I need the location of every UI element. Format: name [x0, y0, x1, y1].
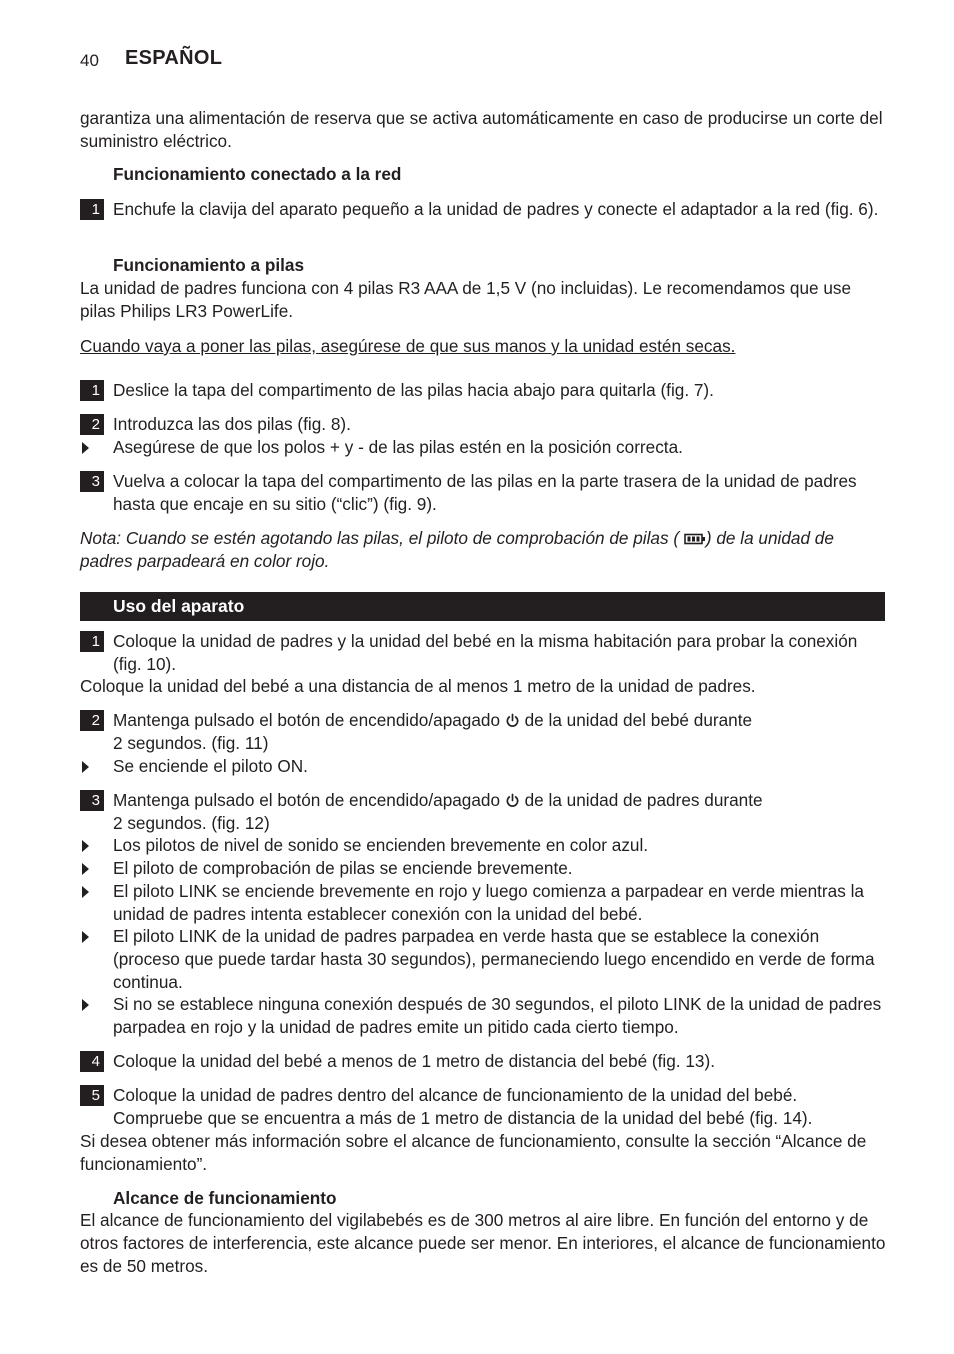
bullet-arrow-icon — [82, 761, 89, 773]
use-bullet-on — [80, 755, 886, 778]
power-icon — [505, 713, 520, 728]
use-bullet — [80, 993, 886, 1039]
bullet-text: Asegúrese de que los polos + y - de las pilas estén en la posición correcta. — [113, 437, 683, 457]
bullet-arrow-icon — [82, 931, 89, 943]
use-step-3 — [80, 789, 886, 835]
step-number: 1 — [80, 199, 104, 220]
step-text-c: 2 segundos. (fig. 12) — [113, 813, 270, 833]
step-text — [113, 709, 886, 755]
step-text: Coloque la unidad del bebé a menos de 1 metro de distancia del bebé (fig. 13). — [113, 1051, 715, 1071]
step-text: Vuelva a colocar la tapa del compartimento de las pilas en la parte trasera de la unidad de padres hasta que encaje en su sitio (“clic”) (fig. 9). — [113, 471, 857, 514]
step-text: Coloque la unidad de padres y la unidad del bebé en la misma habitación para probar la conexión (fig. 10). — [113, 631, 858, 674]
heading-battery: Funcionamiento a pilas — [113, 255, 305, 275]
power-icon — [505, 793, 520, 808]
battery-note — [80, 527, 886, 573]
use-step-1 — [80, 630, 886, 676]
bullet-arrow-icon — [82, 840, 89, 852]
bullet-arrow-icon — [82, 999, 89, 1011]
step-text-a: Mantenga pulsado el botón de encendido/apagado — [113, 790, 501, 810]
step-number: 2 — [80, 710, 104, 731]
use-bullet — [80, 834, 886, 857]
battery-warning: Cuando vaya a poner las pilas, asegúrese de que sus manos y la unidad estén secas. — [80, 336, 736, 356]
bullet-text: El piloto LINK de la unidad de padres parpadea en verde hasta que se establece la conexión (proceso que puede tardar hasta 30 segundos), permaneciendo luego encendido en verde de forma continua. — [113, 926, 875, 992]
use-bullet — [80, 880, 886, 926]
step-text-a: Mantenga pulsado el botón de encendido/apagado — [113, 710, 501, 730]
bullet-arrow-icon — [82, 886, 89, 898]
step-text: Enchufe la clavija del aparato pequeño a la unidad de padres y conecte el adaptador a la red (fig. 6). — [113, 199, 879, 219]
bullet-text: Los pilotos de nivel de sonido se encienden brevemente en color azul. — [113, 835, 649, 855]
note-text-end: ) de la unidad de padres parpadeará en color rojo. — [80, 528, 834, 571]
step-text — [113, 789, 886, 835]
step-text-b: de la unidad del bebé durante — [524, 710, 753, 730]
step-number: 3 — [80, 790, 104, 811]
bullet-arrow-icon — [82, 863, 89, 875]
language-heading: ESPAÑOL — [125, 47, 223, 69]
use-step-5 — [80, 1084, 886, 1130]
use-paragraph-2: Si desea obtener más información sobre el alcance de funcionamiento, consulte la sección “Alcance de funcionamiento”. — [80, 1131, 867, 1174]
bullet-arrow-icon — [82, 442, 89, 454]
step-text: Deslice la tapa del compartimento de las pilas hacia abajo para quitarla (fig. 7). — [113, 380, 714, 400]
step-number: 1 — [80, 631, 104, 652]
step-text-b: de la unidad de padres durante — [524, 790, 763, 810]
battery-step-1 — [80, 379, 886, 402]
use-paragraph-1: Coloque la unidad del bebé a una distancia de al menos 1 metro de la unidad de padres. — [80, 676, 756, 696]
battery-icon — [684, 533, 706, 545]
heading-mains: Funcionamiento conectado a la red — [113, 164, 402, 184]
battery-step-3 — [80, 470, 886, 516]
use-step-2 — [80, 709, 886, 755]
use-bullet — [80, 925, 886, 994]
use-step-4 — [80, 1050, 886, 1073]
step-number: 5 — [80, 1085, 104, 1106]
heading-range: Alcance de funcionamiento — [113, 1188, 337, 1208]
use-bullet — [80, 857, 886, 880]
bullet-text: El piloto LINK se enciende brevemente en rojo y luego comienza a parpadear en verde mientras la unidad de padres intenta establecer conexión con la unidad del bebé. — [113, 881, 864, 924]
step-number: 3 — [80, 471, 104, 492]
step-number: 2 — [80, 414, 104, 435]
bullet-text: Si no se establece ninguna conexión después de 30 segundos, el piloto LINK de la unidad de padres parpadea en rojo y la unidad de padres emite un pitido cada cierto tiempo. — [113, 994, 882, 1037]
battery-step-2 — [80, 413, 886, 436]
step-text-c: 2 segundos. (fig. 11) — [113, 733, 269, 753]
range-paragraph: El alcance de funcionamiento del vigilabebés es de 300 metros al aire libre. En función del entorno y de otros factores de interferencia, este alcance puede ser menor. En interiores, el alcance de funcionamiento es de 50 metros. — [80, 1210, 886, 1276]
bullet-text: El piloto de comprobación de pilas se enciende brevemente. — [113, 858, 573, 878]
mains-step-1 — [80, 198, 886, 221]
step-number: 1 — [80, 380, 104, 401]
step-text: Coloque la unidad de padres dentro del alcance de funcionamiento de la unidad del bebé. Compruebe que se encuentra a más de 1 metro de distancia de la unidad del bebé (fig. 14). — [113, 1085, 813, 1128]
battery-paragraph: La unidad de padres funciona con 4 pilas R3 AAA de 1,5 V (no incluidas). Le recomendamos que use pilas Philips LR3 PowerLife. — [80, 278, 852, 321]
page-number: 40 — [80, 51, 99, 70]
section-bar-use — [80, 592, 885, 621]
step-number: 4 — [80, 1051, 104, 1072]
section-title: Uso del aparato — [113, 596, 245, 616]
note-text-start: Nota: Cuando se estén agotando las pilas, el piloto de comprobación de pilas ( — [80, 528, 680, 548]
intro-paragraph: garantiza una alimentación de reserva que se activa automáticamente en caso de producirse un corte del suministro eléctrico. — [80, 108, 883, 151]
bullet-text: Se enciende el piloto ON. — [113, 756, 308, 776]
step-text: Introduzca las dos pilas (fig. 8). — [113, 414, 351, 434]
battery-bullet-1 — [80, 436, 886, 459]
